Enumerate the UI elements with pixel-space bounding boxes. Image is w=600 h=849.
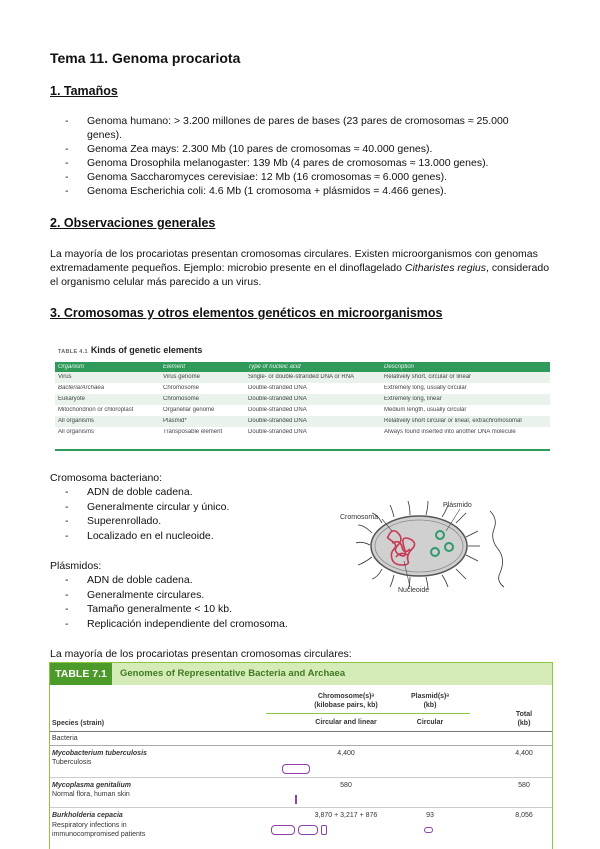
table-cell: Mitochondrion or chloroplast	[58, 407, 134, 413]
chromosome-size: 3,870 + 3,217 + 876	[314, 812, 378, 819]
table-cell: Always found inserted into another DNA molecule	[384, 429, 516, 435]
table-bottom-rule	[55, 449, 550, 451]
plasmid-label: Plásmidos:	[50, 560, 102, 572]
table-cell: Double-stranded DNA	[248, 385, 307, 391]
table-row	[55, 405, 550, 416]
column-header-chromosome-units: (kilobase pairs, kb)	[314, 702, 378, 709]
table-cell: All organisms	[58, 418, 95, 424]
chromosome-size: 580	[340, 782, 352, 789]
table-row	[55, 394, 550, 405]
circular-chromosome-icon	[282, 764, 310, 774]
list-item: - Genoma Escherichia coli: 4.6 Mb (1 cromosoma + plásmidos = 4.466 genes).	[65, 184, 535, 198]
header-underline	[390, 713, 470, 714]
section-heading-sizes: 1. Tamaños	[50, 84, 118, 98]
total-size: 580	[518, 782, 530, 789]
species-name: Mycobacterium tuberculosis	[52, 750, 147, 757]
table-cell: Double-stranded DNA	[248, 407, 307, 413]
circular-chromosome-icon	[321, 825, 327, 835]
list-item: - Genoma humano: > 3.200 millones de pares de bases (23 pares de cromosomas ≈ 25.000 genes).	[65, 114, 535, 142]
table-cell: Plasmid*	[163, 418, 187, 424]
list-item: - Generalmente circular y único.	[65, 500, 335, 515]
table-cell: Relatively short circular or linear, extrachromosomal	[384, 418, 522, 424]
list-item: - Genoma Zea mays: 2.300 Mb (10 pares de cromosomas ≈ 40.000 genes).	[65, 142, 535, 156]
table-row	[55, 383, 550, 394]
genome-size-list	[65, 114, 535, 198]
list-item: - ADN de doble cadena.	[65, 485, 335, 500]
species-name: Citharistes regius	[404, 262, 487, 274]
table-tag: TABLE 4.1	[58, 349, 88, 355]
circular-chromosome-icon	[298, 825, 318, 835]
page-title: Tema 11. Genoma procariota	[50, 50, 241, 66]
column-header-chromosome: Chromosome(s)ᵃ	[317, 693, 375, 700]
chromosome-label: Cromosoma bacteriano:	[50, 472, 163, 484]
row-rule	[50, 807, 552, 808]
table-cell: Single- or double-stranded DNA or RNA	[248, 374, 355, 380]
total-size: 4,400	[515, 750, 533, 757]
table-title-text: Kinds of genetic elements	[90, 345, 203, 355]
table-cell: Virus genome	[163, 374, 200, 380]
list-item: - ADN de doble cadena.	[65, 573, 365, 588]
table-cell: Virus	[58, 374, 72, 380]
list-item: - Localizado en el nucleoide.	[65, 529, 335, 544]
list-item: - Replicación independiente del cromosoma.	[65, 617, 365, 632]
table-title-bar	[50, 663, 552, 685]
paragraph-text: La mayoría de los procariotas presentan cromosomas circulares. Existen microorganismos con genomas extremadamente pequeños. Ejemplo: microbio presente en el dinoflagelado	[50, 248, 538, 274]
group-label: Bacteria	[52, 735, 78, 742]
table-cell: Chromosome	[163, 385, 200, 391]
table-title	[58, 345, 202, 355]
table-cell: Extremely long, linear	[384, 396, 442, 402]
column-header-species: Species (strain)	[52, 720, 105, 727]
genetic-elements-table	[55, 341, 550, 452]
list-item: - Generalmente circulares.	[65, 588, 365, 603]
column-header-plasmid-units: (kb)	[423, 702, 437, 709]
table-cell: Bacteria/Archaea	[58, 385, 105, 391]
table-cell: Extremely long, usually circular	[384, 385, 467, 391]
table-cell: All organisms	[58, 429, 95, 435]
chromosome-size: 4,400	[337, 750, 355, 757]
table-cell: Chromosome	[163, 396, 200, 402]
column-header: Organism	[58, 364, 85, 370]
header-rule	[50, 731, 552, 732]
table-row	[55, 427, 550, 438]
table-row	[55, 372, 550, 383]
bacterium-diagram	[330, 497, 530, 593]
column-header-shape-chromosome: Circular and linear	[315, 719, 377, 726]
table-tag: TABLE 7.1	[50, 663, 112, 685]
table-cell: Relatively short, circular or linear	[384, 374, 472, 380]
species-name: Burkholderia cepacia	[52, 812, 123, 819]
table-cell: Double-stranded DNA	[248, 418, 307, 424]
circular-plasmid-icon	[424, 827, 433, 833]
row-rule	[50, 777, 552, 778]
chromosome-caption: Cromosoma	[340, 514, 379, 521]
table-header-row	[55, 362, 550, 372]
column-header-total: Total	[515, 711, 533, 718]
table-cell: Double-stranded DNA	[248, 396, 307, 402]
group-rule	[50, 745, 552, 746]
paragraph-text: , considerado el organismo celular más parecido a un virus.	[50, 262, 550, 288]
total-size: 8,056	[515, 812, 533, 819]
column-header-shape-plasmid: Circular	[416, 719, 444, 726]
table-row	[55, 416, 550, 427]
closing-text: La mayoría de los procariotas presentan cromosomas circulares:	[50, 648, 352, 660]
column-header-plasmid: Plasmid(s)ᵃ	[410, 693, 450, 700]
table-cell: Double-stranded DNA	[248, 429, 307, 435]
observations-paragraph	[50, 247, 550, 289]
small-chromosome-icon	[295, 795, 297, 804]
plasmid-size: 93	[426, 812, 434, 819]
column-header: Element	[163, 364, 186, 370]
plasmid-caption: Plásmido	[443, 502, 472, 509]
species-name: Mycoplasma genitalium	[52, 782, 131, 789]
column-header-total-units: (kb)	[517, 720, 531, 727]
table-cell: Organellar genome	[163, 407, 215, 413]
species-note: Respiratory infections in immunocompromised patients	[52, 822, 146, 838]
genomes-table	[49, 662, 553, 849]
column-header: Description	[384, 364, 415, 370]
list-item: - Tamaño generalmente < 10 kb.	[65, 602, 365, 617]
table-cell: Transposable element	[163, 429, 223, 435]
table-cell: Medium length, usually circular	[384, 407, 467, 413]
list-item: - Genoma Drosophila melanogaster: 139 Mb (4 pares de cromosomas ≈ 13.000 genes).	[65, 156, 535, 170]
table-cell: Eukaryote	[58, 396, 86, 402]
plasmid-list	[65, 573, 365, 632]
list-item: - Genoma Saccharomyces cerevisiae: 12 Mb (16 cromosomas ≈ 6.000 genes).	[65, 170, 535, 184]
section-heading-genetic-elements: 3. Cromosomas y otros elementos genéticos en microorganismos	[50, 306, 443, 320]
circular-chromosome-icon	[271, 825, 295, 835]
column-header: Type of nucleic acid	[248, 364, 301, 370]
species-note: Tuberculosis	[52, 759, 92, 766]
table-title: Genomes of Representative Bacteria and Archaea	[120, 668, 346, 679]
nucleoid-caption: Nucleoide	[398, 587, 430, 593]
section-heading-observations: 2. Observaciones generales	[50, 216, 216, 230]
list-item: - Superenrollado.	[65, 514, 335, 529]
species-note: Normal flora, human skin	[52, 791, 130, 798]
chromosome-list	[65, 485, 335, 544]
